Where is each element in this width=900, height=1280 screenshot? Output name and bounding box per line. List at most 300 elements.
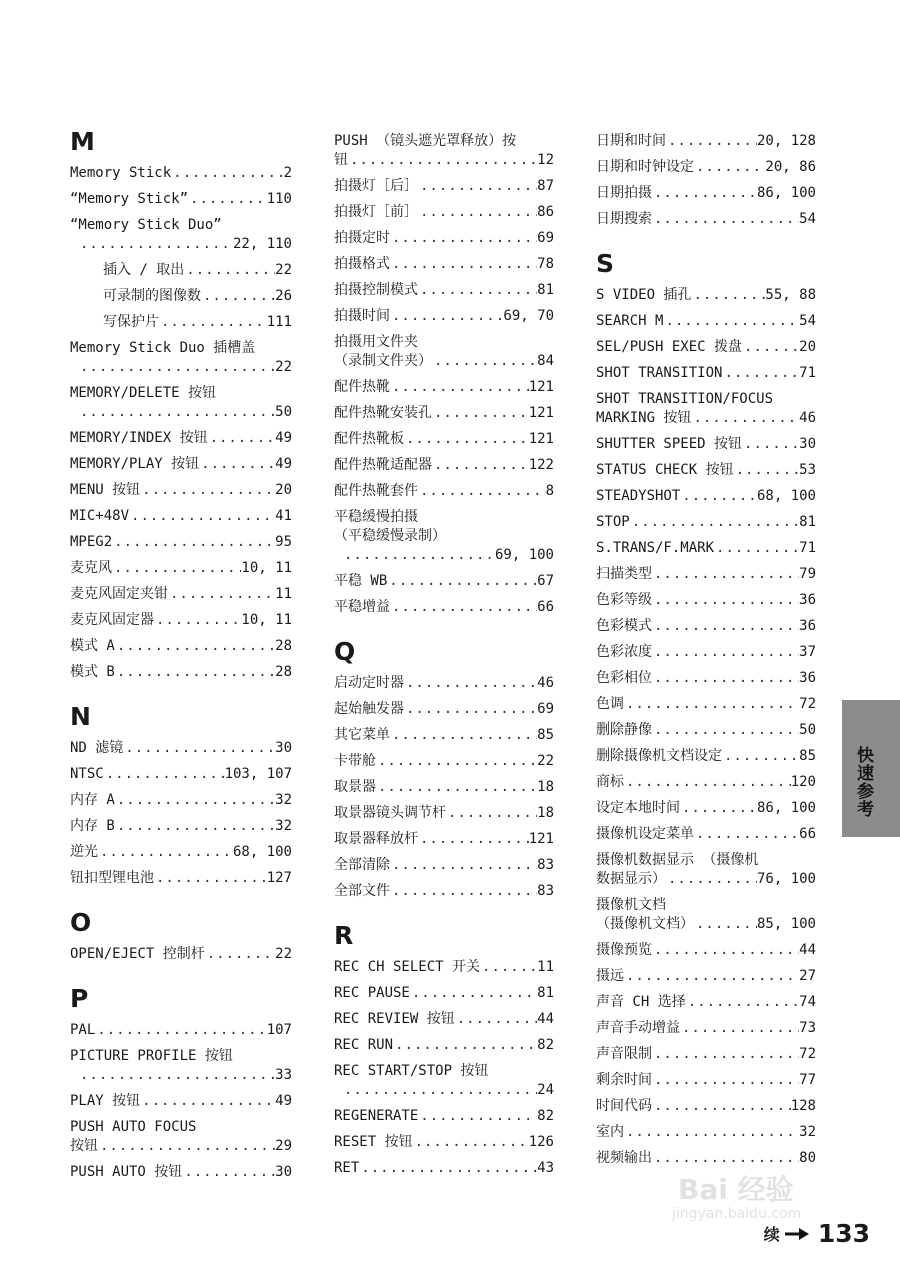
entry-term: ND 滤镜 [70, 740, 124, 756]
entry-page: 83 [537, 883, 554, 899]
dot-leader [201, 287, 275, 306]
entry-row [334, 958, 554, 977]
entry-term: PAL [70, 1022, 96, 1038]
index-entry [334, 1129, 554, 1155]
entry-page: 44 [799, 942, 816, 958]
index-entry [70, 1088, 292, 1114]
entry-term: 日期和时间 [596, 133, 666, 149]
entry-page: 22, 110 [232, 236, 292, 252]
entry-term: 插入 / 取出 [103, 262, 185, 278]
entry-page: 121 [528, 831, 554, 847]
entry-row [596, 286, 816, 305]
entry-row [596, 132, 816, 151]
dot-leader [390, 229, 537, 248]
entry-row [103, 313, 292, 332]
entry-row [596, 825, 816, 844]
entry-row [334, 1159, 554, 1178]
continued-label: 续 [763, 1225, 780, 1244]
entry-page: 111 [266, 314, 292, 330]
entry-row [334, 752, 554, 771]
dot-leader [154, 611, 241, 630]
dot-leader [680, 1019, 799, 1038]
index-entry [70, 1114, 292, 1159]
dot-leader [390, 307, 503, 326]
entry-page: 32 [799, 1124, 816, 1140]
dot-leader [199, 455, 275, 474]
entry-page: 30 [275, 740, 292, 756]
index-entry [596, 561, 816, 587]
entry-term: PUSH AUTO 按钮 [70, 1164, 183, 1180]
entry-term: 色调 [596, 696, 624, 712]
dot-leader [694, 158, 765, 177]
entry-term: 按钮 [70, 1138, 98, 1154]
entry-term: 模式 B [70, 664, 115, 680]
index-entry [596, 691, 816, 717]
dot-leader [652, 1149, 799, 1168]
index-entry [334, 251, 554, 277]
entry-row [70, 817, 292, 836]
dot-leader [404, 430, 529, 449]
entry-page: 28 [275, 638, 292, 654]
dot-leader [390, 255, 537, 274]
entry-page: 80 [799, 1150, 816, 1166]
entry-row [334, 1133, 554, 1152]
entry-term: 配件热靴安装孔 [334, 405, 432, 421]
entry-row [70, 481, 292, 500]
entry-page: 87 [537, 178, 554, 194]
entry-term: 卡带舱 [334, 753, 376, 769]
dot-leader [393, 1036, 537, 1055]
entry-page: 69 [537, 230, 554, 246]
dot-leader [630, 513, 799, 532]
entry-row [70, 765, 292, 784]
entry-term: 设定本地时间 [596, 800, 680, 816]
dot-leader [663, 312, 799, 331]
index-entry [596, 334, 816, 360]
entry-term: REC START/STOP 按钮 [334, 1063, 489, 1079]
entry-term: 数据显示） [596, 871, 666, 887]
entry-page: 54 [799, 211, 816, 227]
dot-leader [78, 358, 275, 377]
index-entry [334, 1103, 554, 1129]
entry-page: 32 [275, 792, 292, 808]
entry-row [70, 235, 292, 254]
entry-row [334, 203, 554, 222]
index-entry [334, 852, 554, 878]
entry-term: REC REVIEW 按钮 [334, 1011, 455, 1027]
entry-row [70, 585, 292, 604]
entry-row [596, 941, 816, 960]
entry-page: 28 [275, 664, 292, 680]
index-entry [334, 748, 554, 774]
entry-row [70, 1066, 292, 1085]
dot-leader [652, 669, 799, 688]
entry-page: 82 [537, 1037, 554, 1053]
entry-term: Memory Stick Duo 插槽盖 [70, 340, 256, 356]
dot-leader [734, 461, 800, 480]
entry-page: 20, 128 [756, 133, 816, 149]
entry-page: 68, 100 [232, 844, 292, 860]
entry-row [334, 1010, 554, 1029]
entry-page: 2 [283, 165, 292, 181]
dot-leader [208, 429, 276, 448]
entry-term: NTSC [70, 766, 104, 782]
entry-row [334, 778, 554, 797]
dot-leader [652, 1097, 791, 1116]
entry-term: 内存 B [70, 818, 115, 834]
entry-term: REC CH SELECT 开关 [334, 959, 481, 975]
index-entry [596, 769, 816, 795]
index-entry [596, 821, 816, 847]
index-entry [334, 980, 554, 1006]
dot-leader [140, 1092, 275, 1111]
entry-row [596, 1123, 816, 1142]
entry-term: MIC+48V [70, 508, 130, 524]
watermark-url: jingyan.baidu.com [672, 1206, 802, 1222]
dot-leader [652, 721, 799, 740]
entry-page: 54 [799, 313, 816, 329]
entry-term: 配件热靴 [334, 379, 390, 395]
entry-term: 摄像机设定菜单 [596, 826, 694, 842]
entry-page: 69, 100 [494, 547, 554, 563]
entry-term: 声音手动增益 [596, 1020, 680, 1036]
dot-leader [376, 778, 537, 797]
index-entry [596, 795, 816, 821]
dot-leader [115, 663, 275, 682]
entry-page: 127 [266, 870, 292, 886]
index-entry [334, 478, 554, 504]
entry-row [596, 669, 816, 688]
entry-row [334, 598, 554, 617]
dot-leader [171, 164, 283, 183]
entry-page: 49 [275, 430, 292, 446]
entry-term: STEADYSHOT [596, 488, 681, 504]
entry-term: 拍摄灯［后］ [334, 178, 418, 194]
entry-row [70, 637, 292, 656]
entry-page: 30 [799, 436, 816, 452]
entry-page: 121 [528, 379, 554, 395]
dot-leader [98, 843, 233, 862]
section-letter: M [70, 127, 95, 156]
dot-leader [652, 184, 757, 203]
entry-row [596, 721, 816, 740]
dot-leader [686, 993, 799, 1012]
index-entry [70, 865, 292, 891]
entry-term: 麦克风固定器 [70, 612, 154, 628]
index-entry [70, 335, 292, 380]
entry-row [334, 352, 554, 371]
dot-leader [418, 482, 546, 501]
dot-leader [413, 1133, 529, 1152]
dot-leader [390, 882, 537, 901]
dot-leader [418, 177, 537, 196]
dot-leader [376, 752, 537, 771]
section-letter: R [334, 921, 354, 950]
entry-term: 启动定时器 [334, 675, 404, 691]
entry-term: 商标 [596, 774, 624, 790]
dot-leader [115, 817, 275, 836]
entry-term: 平稳缓慢拍摄 [334, 509, 418, 525]
dot-leader [652, 565, 799, 584]
entry-term: 配件热靴适配器 [334, 457, 432, 473]
dot-leader [722, 364, 799, 383]
section-gap [70, 891, 292, 909]
dot-leader [432, 456, 529, 475]
index-entry [70, 839, 292, 865]
index-entry [334, 329, 554, 374]
entry-page: 22 [537, 753, 554, 769]
index-entry [70, 581, 292, 607]
entry-term: S.TRANS/F.MARK [596, 540, 715, 556]
index-entry [596, 1015, 816, 1041]
entry-term: PUSH （镜头遮光罩释放）按 [334, 133, 517, 149]
index-entry [334, 954, 554, 980]
index-entry [596, 1145, 816, 1171]
entry-term: 配件热靴套件 [334, 483, 418, 499]
entry-row [596, 1071, 816, 1090]
index-entry [596, 535, 816, 561]
entry-term: （录制文件夹） [334, 353, 432, 369]
entry-term: 剩余时间 [596, 1072, 652, 1088]
entry-row [596, 435, 816, 454]
dot-leader [154, 869, 267, 888]
index-entry [596, 1041, 816, 1067]
index-entry [596, 892, 816, 937]
entry-row [596, 338, 816, 357]
section-gap [70, 967, 292, 985]
entry-page: 95 [275, 534, 292, 550]
dot-leader [390, 598, 537, 617]
dot-leader [652, 643, 799, 662]
entry-row [70, 869, 292, 888]
index-column-1 [70, 128, 292, 1185]
index-entry [596, 128, 816, 154]
entry-term: “Memory Stick Duo” [70, 217, 222, 233]
entry-term: 拍摄定时 [334, 230, 390, 246]
entry-row [596, 747, 816, 766]
dot-leader [742, 435, 799, 454]
entry-row [334, 456, 554, 475]
index-entry [334, 1058, 554, 1103]
entry-term: 色彩浓度 [596, 644, 652, 660]
dot-leader [694, 825, 799, 844]
entry-page: 18 [537, 805, 554, 821]
entry-term: 删除静像 [596, 722, 652, 738]
entry-row [334, 804, 554, 823]
index-entry [334, 1032, 554, 1058]
entry-page: 11 [275, 586, 292, 602]
entry-page: 81 [799, 514, 816, 530]
dot-leader [123, 739, 275, 758]
entry-page: 41 [275, 508, 292, 524]
entry-term: 平稳增益 [334, 599, 390, 615]
entry-term: PUSH AUTO FOCUS [70, 1119, 197, 1135]
entry-row [103, 261, 292, 280]
entry-row [70, 507, 292, 526]
dot-leader [184, 261, 275, 280]
index-entry [596, 154, 816, 180]
dot-leader [78, 403, 275, 422]
entry-term: REC PAUSE [334, 985, 410, 1001]
entry-page: 122 [528, 457, 554, 473]
index-entry [70, 309, 292, 335]
entry-row [596, 591, 816, 610]
entry-page: 20 [799, 339, 816, 355]
index-entry [596, 989, 816, 1015]
dot-leader [691, 286, 765, 305]
index-entry [70, 380, 292, 425]
section-letter: O [70, 908, 92, 937]
dot-leader [652, 210, 799, 229]
entry-row [70, 533, 292, 552]
dot-leader [410, 984, 537, 1003]
entry-term: SHOT TRANSITION [596, 365, 723, 381]
dot-leader [159, 313, 267, 332]
entry-row [334, 307, 554, 326]
index-entry [70, 659, 292, 685]
entry-row [70, 843, 292, 862]
entry-page: 128 [790, 1098, 816, 1114]
index-column-2 [334, 128, 554, 1181]
dot-leader [342, 546, 495, 565]
entry-term: STATUS CHECK 按钮 [596, 462, 734, 478]
entry-row [70, 611, 292, 630]
index-entry [334, 670, 554, 696]
section-gap [70, 685, 292, 703]
index-entry [596, 282, 816, 308]
dot-leader [387, 572, 537, 591]
entry-page: 32 [275, 818, 292, 834]
index-entry [334, 225, 554, 251]
entry-page: 71 [799, 365, 816, 381]
entry-term: MENU 按钮 [70, 482, 141, 498]
entry-term: OPEN/EJECT 控制杆 [70, 946, 205, 962]
entry-page: 36 [799, 670, 816, 686]
entry-page: 74 [799, 994, 816, 1010]
index-entry [334, 1006, 554, 1032]
side-tab-label: 快速参考 [853, 746, 873, 818]
entry-term: 拍摄用文件夹 [334, 334, 418, 350]
entry-row [334, 255, 554, 274]
index-entry [70, 761, 292, 787]
dot-leader [418, 203, 537, 222]
index-entry [70, 813, 292, 839]
index-entry [70, 451, 292, 477]
entry-page: 10, 11 [241, 560, 292, 576]
dot-leader [168, 585, 275, 604]
entry-row [103, 287, 292, 306]
entry-row [70, 945, 292, 964]
entry-row [70, 164, 292, 183]
dot-leader [205, 945, 275, 964]
index-entry [70, 212, 292, 257]
dot-leader [742, 338, 799, 357]
index-entry [596, 717, 816, 743]
entry-term: 其它菜单 [334, 727, 390, 743]
index-entry [596, 1119, 816, 1145]
index-entry [596, 963, 816, 989]
index-entry [70, 283, 292, 309]
entry-page: 72 [799, 696, 816, 712]
index-entry [334, 426, 554, 452]
entry-row [334, 546, 554, 565]
entry-row [596, 799, 816, 818]
entry-term: RESET 按钮 [334, 1134, 413, 1150]
entry-row [334, 378, 554, 397]
dot-leader [104, 765, 225, 784]
entry-page: 26 [275, 288, 292, 304]
section-letter: P [70, 984, 89, 1013]
index-entry [70, 607, 292, 633]
dot-leader [446, 804, 537, 823]
dot-leader [390, 378, 529, 397]
entry-page: 67 [537, 573, 554, 589]
entry-term: 钮扣型锂电池 [70, 870, 154, 886]
entry-page: 86 [537, 204, 554, 220]
entry-page: 121 [528, 405, 554, 421]
entry-page: 22 [275, 262, 292, 278]
entry-term: MEMORY/DELETE 按钮 [70, 385, 217, 401]
entry-term: MEMORY/PLAY 按钮 [70, 456, 200, 472]
entry-row [596, 617, 816, 636]
dot-leader [390, 726, 537, 745]
dot-leader [140, 481, 275, 500]
entry-term: 麦克风 [70, 560, 112, 576]
entry-term: 钮 [334, 152, 348, 168]
entry-row [70, 358, 292, 377]
entry-term: RET [334, 1160, 360, 1176]
section-letter: N [70, 702, 91, 731]
entry-term: （摄像机文档） [596, 916, 694, 932]
index-entry [334, 452, 554, 478]
entry-page: 22 [275, 946, 292, 962]
entry-term: PLAY 按钮 [70, 1093, 141, 1109]
index-entry [70, 257, 292, 283]
entry-page: 43 [537, 1160, 554, 1176]
entry-term: 色彩相位 [596, 670, 652, 686]
entry-term: 日期搜索 [596, 211, 652, 227]
index-entry [334, 1155, 554, 1181]
dot-leader [404, 700, 537, 719]
dot-leader [78, 235, 233, 254]
entry-row [70, 1137, 292, 1156]
entry-page: 46 [537, 675, 554, 691]
entry-row [334, 281, 554, 300]
entry-page: 85, 100 [756, 916, 816, 932]
entry-row [596, 539, 816, 558]
dot-leader [342, 1081, 537, 1100]
entry-page: 46 [799, 410, 816, 426]
entry-row [70, 403, 292, 422]
dot-leader [652, 1045, 799, 1064]
entry-term: 拍摄时间 [334, 308, 390, 324]
entry-row [596, 993, 816, 1012]
entry-page: 85 [537, 727, 554, 743]
index-entry [70, 160, 292, 186]
entry-row [70, 429, 292, 448]
entry-term: Memory Stick [70, 165, 172, 181]
entry-page: 27 [799, 968, 816, 984]
entry-page: 20, 86 [765, 159, 816, 175]
entry-term: 删除摄像机文档设定 [596, 748, 722, 764]
index-entry [70, 503, 292, 529]
entry-term: 可录制的图像数 [103, 288, 201, 304]
entry-row [596, 1097, 816, 1116]
entry-page: 36 [799, 618, 816, 634]
index-entry [334, 878, 554, 904]
dot-leader [652, 617, 799, 636]
dot-leader [455, 1010, 537, 1029]
